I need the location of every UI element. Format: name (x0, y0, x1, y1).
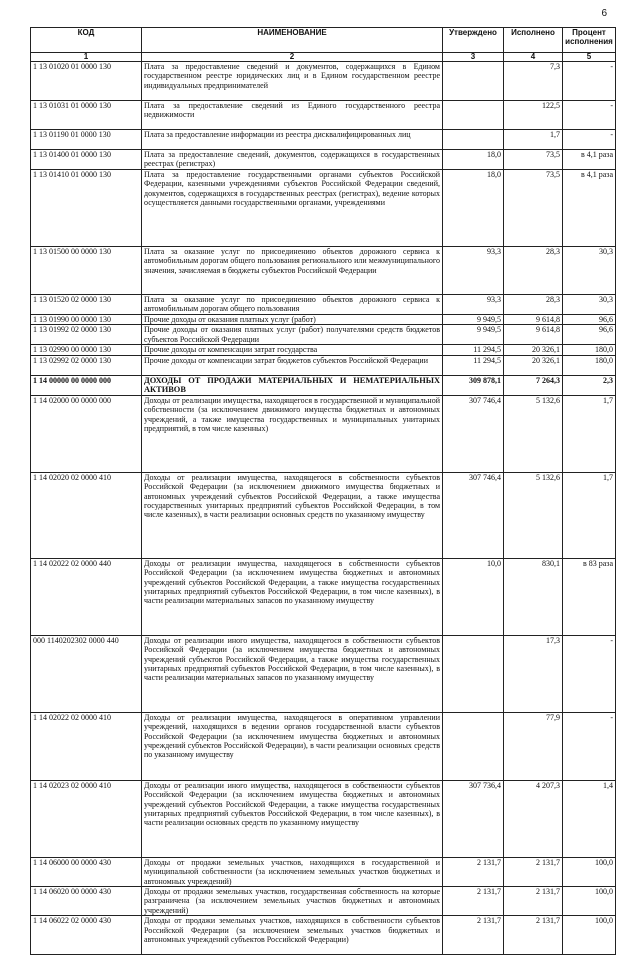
row-percent: - (563, 62, 616, 101)
row-percent: - (563, 635, 616, 712)
table-row (31, 295, 616, 315)
row-percent: 30,3 (563, 295, 616, 315)
row-executed: 4 207,3 (504, 780, 563, 857)
table-row (31, 558, 616, 635)
table-row (31, 887, 616, 916)
table-row (31, 857, 616, 886)
column-number: 4 (504, 53, 563, 62)
row-name: Плата за предоставление сведений из Единого государственного реестра недвижимости (142, 101, 443, 130)
row-name: Плата за предоставление сведений, документов, содержащихся в государственных реестрах (регистрах) (142, 150, 443, 170)
row-percent: 1,4 (563, 780, 616, 857)
row-executed: 77,9 (504, 712, 563, 780)
table-row (31, 712, 616, 780)
page-number: 6 (601, 8, 607, 19)
row-percent: в 4,1 раза (563, 170, 616, 247)
row-code: 1 13 01031 01 0000 130 (31, 101, 142, 130)
row-executed: 5 132,6 (504, 395, 563, 472)
row-executed: 73,5 (504, 150, 563, 170)
row-code: 1 13 01020 01 0000 130 (31, 62, 142, 101)
row-percent: 96,6 (563, 315, 616, 325)
row-approved: 11 294,5 (443, 345, 504, 355)
row-approved: 307 746,4 (443, 395, 504, 472)
column-number: 2 (142, 53, 443, 62)
row-percent: в 4,1 раза (563, 150, 616, 170)
row-code: 1 14 02023 02 0000 410 (31, 780, 142, 857)
row-approved: 307 736,4 (443, 780, 504, 857)
table-row (31, 62, 616, 101)
row-executed: 830,1 (504, 558, 563, 635)
row-percent: 100,0 (563, 857, 616, 886)
row-approved: 307 746,4 (443, 472, 504, 558)
row-name: Доходы от реализации имущества, находящегося в оперативном управлении учреждений, находящихся в ведении органов государственной власти субъектов Российской Федерации (за исключением имущества бюджетных и автономных учреждений субъектов Российской Федерации), в части реализации основных средств по указанному имуществу (142, 712, 443, 780)
header-percent: Процент исполнения (563, 28, 616, 53)
row-name: Прочие доходы от оказания платных услуг (работ) получателями средств бюджетов субъектов Российской Федерации (142, 325, 443, 345)
row-percent: 100,0 (563, 887, 616, 916)
row-executed: 28,3 (504, 295, 563, 315)
row-name: Доходы от реализации иного имущества, находящегося в собственности субъектов Российской Федерации (за исключением имущества бюджетных и автономных учреждений субъектов Российской Федерации, а также имущества государственных унитарных предприятий субъектов Российской Федерации, в том числе казенных), в части реализации основных средств по указанному имуществу (142, 780, 443, 857)
row-executed: 20 326,1 (504, 345, 563, 355)
row-approved (443, 62, 504, 101)
row-approved: 11 294,5 (443, 355, 504, 375)
row-code: 000 1140202302 0000 440 (31, 635, 142, 712)
table-row (31, 375, 616, 395)
header-name: НАИМЕНОВАНИЕ (142, 28, 443, 53)
row-code: 1 14 00000 00 0000 000 (31, 375, 142, 395)
table-row (31, 916, 616, 955)
row-name: Доходы от реализации имущества, находящегося в собственности субъектов Российской Федерации (за исключением движимого имущества бюджетных и автономных учреждений субъектов Российской Федерации, а также имущества государственных унитарных предприятий субъектов Российской Федерации, в том числе казенных), в части реализации основных средств по указанному имуществу (142, 472, 443, 558)
header-executed: Исполнено (504, 28, 563, 53)
row-percent: 30,3 (563, 247, 616, 295)
row-code: 1 14 06020 00 0000 430 (31, 887, 142, 916)
row-approved: 2 131,7 (443, 887, 504, 916)
row-executed: 17,3 (504, 635, 563, 712)
row-executed: 20 326,1 (504, 355, 563, 375)
column-number: 1 (31, 53, 142, 62)
row-name: Доходы от реализации имущества, находящегося в государственной и муниципальной собственности (за исключением движимого имущества бюджетных и автономных учреждений, а также имущества государственных и муниципальных унитарных предприятий, в том числе казенных) (142, 395, 443, 472)
row-approved: 18,0 (443, 170, 504, 247)
row-approved: 93,3 (443, 247, 504, 295)
table-row (31, 170, 616, 247)
row-percent: 2,3 (563, 375, 616, 395)
table-row (31, 247, 616, 295)
header-row (31, 28, 616, 53)
row-approved: 10,0 (443, 558, 504, 635)
row-code: 1 13 01500 00 0000 130 (31, 247, 142, 295)
row-approved: 9 949,5 (443, 325, 504, 345)
row-code: 1 13 01520 02 0000 130 (31, 295, 142, 315)
row-name: Прочие доходы от компенсации затрат государства (142, 345, 443, 355)
row-code: 1 13 01410 01 0000 130 (31, 170, 142, 247)
column-number-row (31, 53, 616, 62)
row-code: 1 13 02990 00 0000 130 (31, 345, 142, 355)
row-executed: 7,3 (504, 62, 563, 101)
row-code: 1 14 02022 02 0000 440 (31, 558, 142, 635)
table-row (31, 130, 616, 150)
row-approved: 2 131,7 (443, 916, 504, 955)
revenue-table (30, 27, 616, 955)
table-row (31, 355, 616, 375)
row-executed: 7 264,3 (504, 375, 563, 395)
row-executed: 73,5 (504, 170, 563, 247)
row-percent: - (563, 101, 616, 130)
row-executed: 9 614,8 (504, 315, 563, 325)
row-executed: 122,5 (504, 101, 563, 130)
row-name: ДОХОДЫ ОТ ПРОДАЖИ МАТЕРИАЛЬНЫХ И НЕМАТЕРИАЛЬНЫХ АКТИВОВ (142, 375, 443, 395)
row-executed: 28,3 (504, 247, 563, 295)
table-row (31, 325, 616, 345)
header-code: КОД (31, 28, 142, 53)
row-name: Плата за оказание услуг по присоединению объектов дорожного сервиса к автомобильным дорогам общего пользования регионального или межмуниципального значения, зачисляемая в бюджеты субъектов Российской Федерации (142, 247, 443, 295)
row-name: Плата за предоставление сведений и документов, содержащихся в Едином государственном реестре юридических лиц и в Едином государственном реестре индивидуальных предпринимателей (142, 62, 443, 101)
row-code: 1 13 01990 00 0000 130 (31, 315, 142, 325)
row-approved (443, 712, 504, 780)
table-row (31, 315, 616, 325)
row-name: Плата за предоставление государственными органами субъектов Российской Федерации, казенными учреждениями субъектов Российской Федерации сведений, документов, содержащихся в государственных реестрах (регистрах), ведение которых осуществляется данными государственными органами, учреждениями (142, 170, 443, 247)
row-approved: 309 878,1 (443, 375, 504, 395)
row-name: Прочие доходы от компенсации затрат бюджетов субъектов Российской Федерации (142, 355, 443, 375)
row-code: 1 13 01400 01 0000 130 (31, 150, 142, 170)
header-approved: Утверждено (443, 28, 504, 53)
row-approved: 93,3 (443, 295, 504, 315)
column-number: 3 (443, 53, 504, 62)
row-name: Доходы от продажи земельных участков, находящихся в государственной и муниципальной собственности (за исключением земельных участков бюджетных и автономных учреждений) (142, 857, 443, 886)
row-name: Прочие доходы от оказания платных услуг (работ) (142, 315, 443, 325)
row-executed: 2 131,7 (504, 857, 563, 886)
row-code: 1 13 02992 02 0000 130 (31, 355, 142, 375)
row-code: 1 14 06022 02 0000 430 (31, 916, 142, 955)
row-percent: 180,0 (563, 355, 616, 375)
row-executed: 1,7 (504, 130, 563, 150)
row-name: Доходы от реализации иного имущества, находящегося в собственности субъектов Российской Федерации (за исключением имущества бюджетных и автономных учреждений субъектов Российской Федерации, а также имущества государственных унитарных предприятий субъектов Российской Федерации, в том числе казенных), в части реализации материальных запасов по указанному имуществу (142, 635, 443, 712)
table-row (31, 101, 616, 130)
table-row (31, 472, 616, 558)
row-name: Плата за оказание услуг по присоединению объектов дорожного сервиса к автомобильным дорогам общего пользования (142, 295, 443, 315)
table-row (31, 635, 616, 712)
column-number: 5 (563, 53, 616, 62)
row-percent: 96,6 (563, 325, 616, 345)
table-row (31, 345, 616, 355)
row-executed: 2 131,7 (504, 887, 563, 916)
row-name: Доходы от продажи земельных участков, находящихся в собственности субъектов Российской Федерации (за исключением земельных участков бюджетных и автономных учреждений субъектов Российской Федерации) (142, 916, 443, 955)
row-percent: в 83 раза (563, 558, 616, 635)
row-percent: 180,0 (563, 345, 616, 355)
row-code: 1 13 01190 01 0000 130 (31, 130, 142, 150)
row-executed: 2 131,7 (504, 916, 563, 955)
row-code: 1 14 02000 00 0000 000 (31, 395, 142, 472)
row-percent: - (563, 712, 616, 780)
row-approved: 2 131,7 (443, 857, 504, 886)
row-approved (443, 130, 504, 150)
row-executed: 9 614,8 (504, 325, 563, 345)
row-percent: 100,0 (563, 916, 616, 955)
row-percent: 1,7 (563, 395, 616, 472)
row-approved (443, 635, 504, 712)
row-name: Доходы от продажи земельных участков, государственная собственность на которые разграничена (за исключением земельных участков бюджетных и автономных учреждений) (142, 887, 443, 916)
row-code: 1 14 06000 00 0000 430 (31, 857, 142, 886)
row-percent: 1,7 (563, 472, 616, 558)
row-code: 1 14 02022 02 0000 410 (31, 712, 142, 780)
row-name: Плата за предоставление информации из реестра дисквалифицированных лиц (142, 130, 443, 150)
row-executed: 5 132,6 (504, 472, 563, 558)
row-approved: 18,0 (443, 150, 504, 170)
table-row (31, 395, 616, 472)
table-row (31, 150, 616, 170)
row-code: 1 13 01992 02 0000 130 (31, 325, 142, 345)
row-approved: 9 949,5 (443, 315, 504, 325)
row-name: Доходы от реализации имущества, находящегося в собственности субъектов Российской Федерации (за исключением имущества бюджетных и автономных учреждений субъектов Российской Федерации, а также имущества государственных унитарных предприятий субъектов Российской Федерации, в том числе казенных), в части реализации материальных запасов по указанному имуществу (142, 558, 443, 635)
table-row (31, 780, 616, 857)
row-code: 1 14 02020 02 0000 410 (31, 472, 142, 558)
row-approved (443, 101, 504, 130)
row-percent: - (563, 130, 616, 150)
